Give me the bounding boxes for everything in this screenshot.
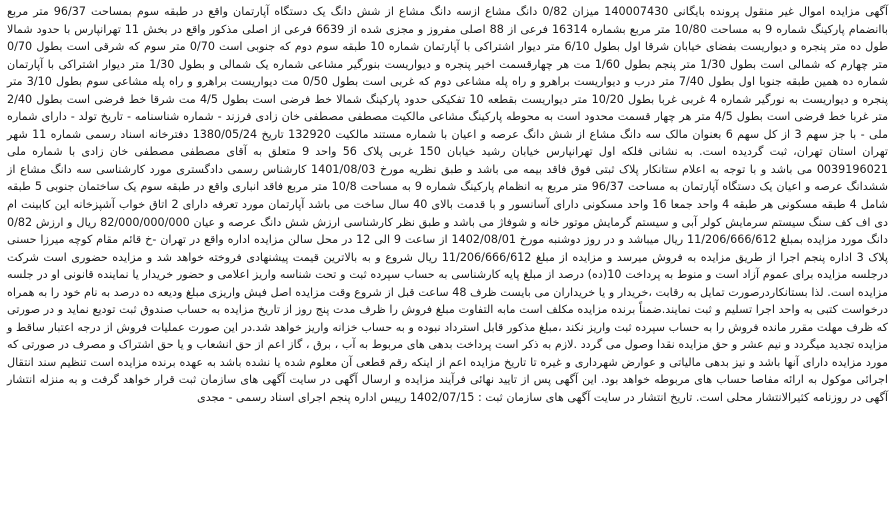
notice-body-text: آگهی مزایده اموال غیر منقول پرونده بایگانی 140007430 میزان 0/82 دانگ مشاع ازسه دانگ مشاع از شش دانگ یک دستگاه آپارتمان واقع در طبقه سوم بمساحت 96/37 متر مربع باانضمام پارکینگ شماره 9 به مساحت 10/80 متر مربع بشماره 16314 فرعی از 88 اصلی مفروز و مجزی شده از 6639 فرعی از اصلی مذکور واقع در بخش 11 تهرانپارس با حدود شمالا طول ده متر پنجره و دیواریست بفضای خیابان شرقا اول بطول 6/10 متر دیوار اشتراکی با آپارتمان شماره 10 طبقه سوم دوم که جنوبی است 0/70 متر سوم که شرقی است بطول 0/70 متر چهارم که شمالی است بطول 1/30 متر پنجم بطول 1/60 مت هر چهارقسمت اخیر پنجره و دیواریست بنورگیر مشاعی شماره یک شمالی و بطول 1/30 متر دیوار اشتراکی با آپارتمان شماره ده همین طبقه جنوبا اول بطول 7/40 متر درب و دیواریست براهرو و راه پله مشاعی دوم که غربی است بطول 0/50 مت دیواریست براهرو و راه پله مشاعی سوم بطول 3/10 متر پنجره و دیواریست به نورگیر شماره 4 غربی غربا بطول 10/20 متر دیواریست بقطعه 10 تفکیکی حدود پارکینگ شمالا خط فرضی است بطول 4/5 مت شرقا خط فرضی است بطول 2/40 متر غربا خط فرضی است بطول 4/5 متر هر چهار قسمت محدود است به محوطه پارکینگ مشاعی مالکیت مصطفی مصطفی خان زادی فرزند - شماره شناسنامه - تاریخ تولد - دارای شماره ملی - با جز سهم 3 از کل سهم 6 بعنوان مالک سه دانگ مشاع از شش دانگ عرصه و اعیان با شماره مستند مالکیت 132920 تاریخ 1380/05/24 دفترخانه اسناد رسمی شماره 11 شهر تهران استان تهران، ثبت گردیده است. به نشانی فلکه اول تهرانپارس خیابان رشید خیابان 150 غربی پلاک 56 واحد 9 متعلق به آقای مصطفی مصطفی خان زادی با شماره ملی 0039196021 می باشد و با توجه به اعلام ستانکار پلاک ثبتی فوق فاقد بیمه می باشد و طبق نظریه مورخ 1401/08/03 کارشناس رسمی دادگستری مورد کارشناسی سه دانگ مشاع از ششدانگ عرصه و اعیان یک دستگاه آپارتمان به مساحت 96/37 متر مربع به انظمام پارکینگ شماره 9 به مساحت 10/8 متر مربع فاقد انباری واقع در طبقه سوم یک ساختمان جنوبی 5 طبقه شامل 4 طبقه مسکونی هر طبقه 4 واحد جمعا 16 واحد مسکونی دارای آسانسور و با قدمت بالای 40 سال ساخت می باشد آپارتمان مورد تعرفه دارای 2 اتاق خواب آشپزخانه این کابینت ام دی اف کف سنگ سیستم سرمایش کولر آبی و سیستم گرمایش موتور خانه و شوفاژ می باشد و طبق نظر کارشناسی ارزش شش دانگ عرصه و عیان 82/000/000/000 ریال و ارزش 0/82 دانگ مورد مزایده بمبلغ 11/206/666/612 ریال میباشد و در روز دوشنبه مورخ 1402/08/01 از ساعت 9 الی 12 در محل سالن مزایده اداره واقع در تهران -خ قائم مقام کوچه میرزا حسنی پلاک 3 اداره پنجم اجرا از طریق مزایده به فروش میرسد و مزایده از مبلغ 11/206/666/612 ریال شروع و به بالاترین قیمت پیشنهادی فروخته خواهد شد و مزایده حضوری است شرکت درجلسه مزایده برای عموم آزاد است و منوط به پرداخت 10(ده) درصد از مبلغ پایه کارشناسی به حساب سپرده ثبت و تحت شناسه واریز اعلامی و حضور خریدار یا نماینده قانونی او در جلسه مزایده است. لذا بستانکاردرصورت تمایل به رقابت ،خریدار و یا خریداران می بایست ظرف 48 ساعت قبل از شروع وقت مزایده اصل فیش واریزی مبلغ ودیعه ده درصد به نام خود را به همراه درخواست کتبی به واحد اجرا تسلیم و ثبت نمایند.ضمناً برنده مزایده مکلف است مابه التفاوت مبلغ فروش را ظرف مدت پنج روز از تاریخ مزایده به حساب صندوق ثبت تودیع نماید و در صورتی که ظرف مهلت مقرر مانده فروش را به حساب سپرده ثبت واریز نکند ،مبلغ مذکور قابل استرداد نبوده و به حساب خزانه واریز خواهد شد.در این صورت عملیات فروش از درجه اعتبار ساقط و مزایده تجدید میگردد و نیم عشر و حق مزایده نقدا وصول می گردد .لازم به ذکر است پرداخت بدهی های مربوط به آب ، برق ، گاز اعم از حق انشعاب و یا حق اشتراک و مصرف در صورتی که مورد مزایده دارای آنها باشد و نیز بدهی مالیاتی و عوارض شهرداری و غیره تا تاریخ مزایده اعم از اینکه رقم قطعی آن معلوم شده یا نشده باشد به عهده برنده مزایده است تنظیم سند انتقال اجرائی موکول به ارائه مفاصا حساب های مربوطه خواهد بود. این آگهی پس از تایید نهائی فرآیند مزایده و ارسال آگهی در سایت آگهی های سازمان ثبت قرار خواهد گرفت و به منزله انتشار آگهی در روزنامه کثیرالانتشار محلی است. تاریخ انتشار در سایت آگهی های سازمان ثبت : 1402/07/15 رییس اداره پنجم اجرای اسناد رسمی - مجدی	[7, 5, 889, 405]
